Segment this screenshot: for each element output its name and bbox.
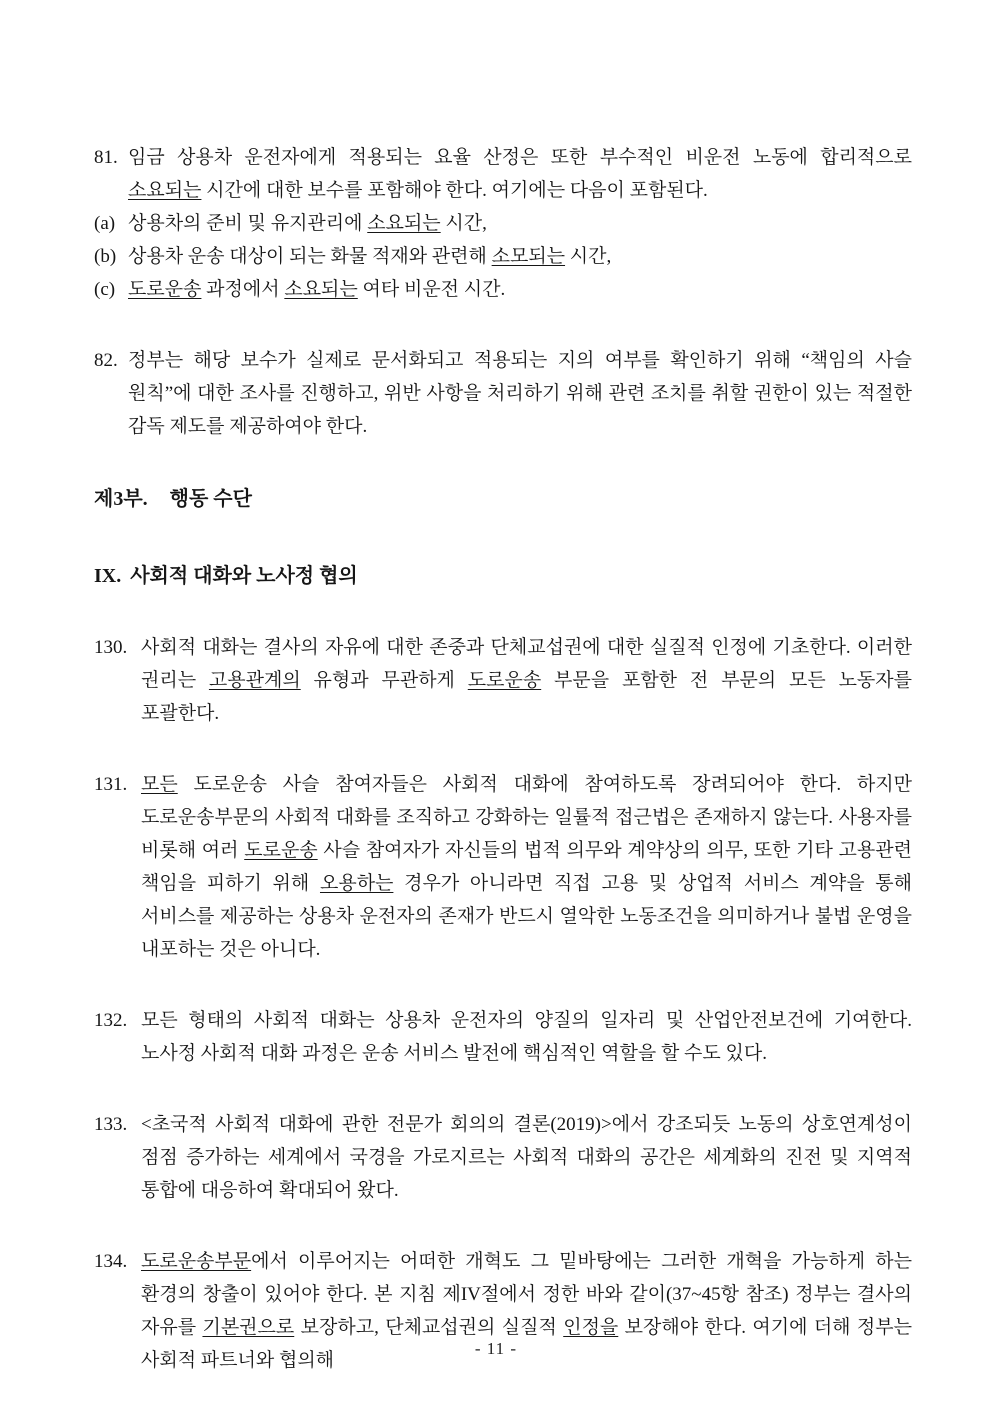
text-run: 에서 이루어지는 어떠한 개혁도 그 밑바탕에는 그러한 개혁을 가능하게 하는 환경의 창출이 있어야 한다. 본 지침 제IV절에서 정한 바와 같이(37~45항 참조) 정부는 결사의 자유를 — [141, 1251, 912, 1338]
underlined-text: 도로운송 — [467, 670, 542, 691]
paragraph-81 — [94, 141, 912, 207]
underlined-text: 기본권으로 — [202, 1317, 295, 1338]
underlined-text: 도로운송 — [244, 840, 318, 861]
text-run: 모든 형태의 사회적 대화는 상용차 운전자의 양질의 일자리 및 산업안전보건에 기여한다. 노사정 사회적 대화 과정은 운송 서비스 발전에 핵심적인 역할을 할 수도 있다. — [141, 1010, 912, 1064]
underlined-text: 소요되는 — [367, 213, 441, 234]
text-run: 유형과 무관하게 — [300, 670, 468, 691]
text-run: 여타 비운전 시간. — [357, 279, 506, 300]
paragraph-133 — [94, 1108, 912, 1207]
paragraph-number: 132. — [94, 1010, 128, 1031]
paragraph-82 — [94, 344, 912, 443]
text-run: 과정에서 — [201, 279, 285, 300]
text-run: 도로운송 사슬 참여자들은 사회적 대화에 참여하도록 장려되어야 한다. 하지만 도로운송부문의 사회적 대화를 조직하고 강화하는 일률적 접근법은 존재하지 않는다. 사용자를 비롯해 여러 — [141, 774, 912, 861]
paragraph-number: 81. — [94, 147, 118, 168]
text-run: 상용차의 준비 및 유지관리에 — [128, 213, 368, 234]
text-run: 사회적 대화와 노사정 협의 — [130, 565, 358, 587]
text-run: 상용차 운송 대상이 되는 화물 적재와 관련해 — [128, 246, 492, 267]
text-run: 시간, — [440, 213, 487, 234]
list-item-b — [94, 240, 912, 273]
text-run: 임금 상용차 운전자에게 적용되는 요율 산정은 또한 부수적인 비운전 노동에 합리적으로 — [128, 147, 912, 168]
text-run: 정부는 해당 보수가 실제로 문서화되고 적용되는 지의 여부를 확인하기 위해 “책임의 사슬 원칙”에 대한 조사를 진행하고, 위반 사항을 처리하기 위해 관련 조치를 취할 권한이 있는 적절한 감독 제도를 제공하여야 한다. — [128, 350, 912, 437]
text-run: 부문을 포함한 전 부문의 모든 노동자를 포괄한다. — [141, 670, 912, 724]
paragraph-number: 133. — [94, 1114, 128, 1135]
page-number: - 11 - — [474, 1339, 518, 1358]
paragraph-number: 134. — [94, 1251, 128, 1272]
underlined-text: 인정을 — [563, 1317, 619, 1338]
text-run: 사회적 대화는 결사의 자유에 대한 존중과 단체교섭권에 대한 실질적 인정에 기초한다. 이러한 권리는 — [141, 637, 912, 691]
list-item-a — [94, 207, 912, 240]
heading-section-9 — [94, 560, 912, 593]
list-item-c — [94, 273, 912, 306]
paragraph-number: (b) — [94, 246, 117, 267]
text-run: 경우가 아니라면 직접 고용 및 상업적 서비스 계약을 통해 서비스를 제공하는 상용차 운전자의 존재가 반드시 열악한 노동조건을 의미하거나 불법 운영을 내포하는 것은 아니다. — [141, 873, 912, 960]
document-body — [94, 141, 912, 1377]
paragraph-number: 131. — [94, 774, 128, 795]
underlined-text: 도로운송 — [128, 279, 202, 300]
paragraph-130 — [94, 631, 912, 730]
underlined-text: 소모되는 — [491, 246, 566, 267]
paragraph-131 — [94, 768, 912, 966]
text-run: <초국적 사회적 대화에 관한 전문가 회의의 결론(2019)>에서 강조되듯 노동의 상호연계성이 점점 증가하는 세계에서 국경을 가로지르는 사회적 대화의 공간은 세계화의 진전 및 지역적 통합에 대응하여 확대되어 왔다. — [141, 1114, 912, 1201]
heading-label: IX. — [94, 565, 122, 587]
text-run: 시간에 대한 보수를 포함해야 한다. 여기에는 다음이 포함된다. — [201, 180, 708, 201]
underlined-text: 소요되는 — [284, 279, 358, 300]
text-run: 행동 수단 — [169, 488, 252, 510]
text-run: 보장하고, 단체교섭권의 실질적 — [294, 1317, 564, 1338]
paragraph-number: 82. — [94, 350, 118, 371]
text-run: 시간, — [565, 246, 612, 267]
paragraph-number: (a) — [94, 213, 116, 234]
heading-part3 — [94, 483, 912, 516]
text-run: 사슬 참여자가 자신들의 법적 의무와 계약상의 의무, 또한 기타 고용관련 책임을 피하기 위해 — [141, 840, 912, 894]
underlined-text: 도로운송부문 — [141, 1251, 252, 1272]
underlined-text: 오용하는 — [319, 873, 394, 894]
paragraph-number: 130. — [94, 637, 128, 658]
text-run: 보장해야 한다. 여기에 더해 정부는 사회적 파트너와 협의해 — [141, 1317, 912, 1371]
underlined-text: 모든 — [141, 774, 178, 795]
paragraph-132 — [94, 1004, 912, 1070]
underlined-text: 소요되는 — [128, 180, 202, 201]
underlined-text: 고용관계의 — [208, 670, 301, 691]
paragraph-number: (c) — [94, 279, 116, 300]
heading-label: 제3부. — [94, 488, 148, 510]
